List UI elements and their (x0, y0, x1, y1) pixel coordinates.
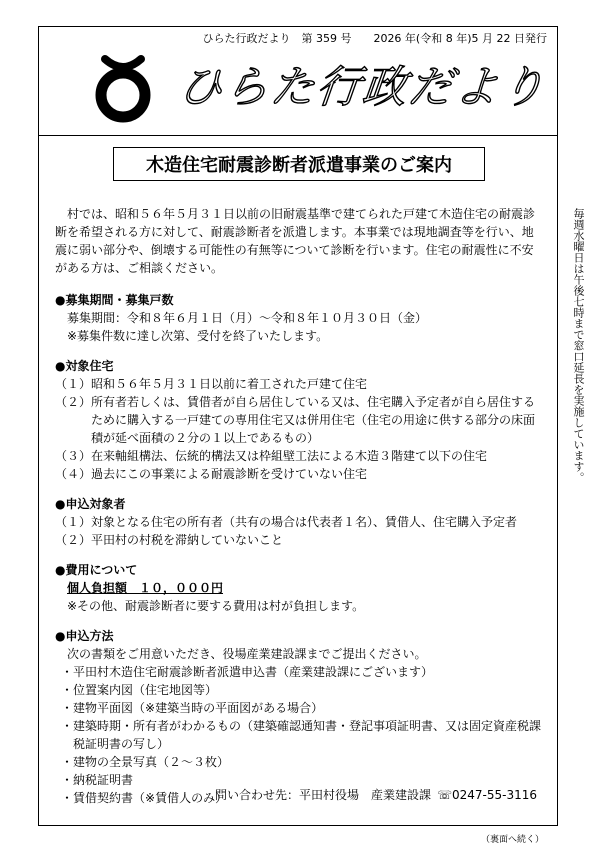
contact-phone: ☏0247-55-3116 (436, 788, 537, 802)
method-section (55, 627, 543, 807)
contact-info (209, 786, 537, 803)
fee-amount: 個人負担額 １０，０００円 (67, 581, 224, 595)
method-lead: 次の書類をご用意いただき、役場産業建設課までご提出ください。 (67, 647, 427, 661)
list-item: ・ 建物平面図（※建築当時の平面図がある場合） (61, 701, 324, 715)
fee-note: ※その他、耐震診断者に要する費用は村が負担します。 (67, 599, 365, 613)
article-body (55, 205, 543, 819)
list-item: （２） 所有者若しくは、賃借者が自ら居住している又は、住宅購入予定者が自ら居住するために購入する一戸建ての専用住宅又は併用住宅（住宅の用途に供する部分の床面積が延べ面積の２分の１以上であるもの） (55, 395, 536, 445)
target-heading: ●対象住宅 (55, 359, 114, 373)
list-item: （１） 対象となる住宅の所有者（共有の場合は代表者１名）、賃借人、住宅購入予定者 (55, 515, 518, 529)
period-line: ※募集件数に達し次第、受付を終了いたします。 (67, 329, 329, 343)
issue-line: ひらた行政だより 第 359 号 2026 年(令和 8 年)5 月 22 日発行 (202, 32, 547, 45)
applicant-heading: ●申込対象者 (55, 497, 126, 511)
list-item: （３） 在来軸組構法、伝統的構法又は枠組壁工法による木造３階建て以下の住宅 (55, 449, 488, 463)
masthead-title: ひらた行政だより (175, 62, 550, 113)
list-item: ・ 納税証明書 (61, 773, 134, 787)
page-frame (38, 26, 558, 826)
list-item: ・ 建物の全景写真（２～３枚） (61, 755, 230, 769)
list-item: ・ 建築時期・所有者がわかるもの（建築確認通知書・登記事項証明書、又は固定資産税課税証明書の写し） (61, 719, 542, 751)
applicant-section (55, 495, 543, 549)
list-item: ・ 位置案内図（住宅地図等） (61, 683, 218, 697)
continued-note: （裏面へ続く） (480, 835, 544, 845)
office-hours-note: 毎週水曜日は午後七時まで窓口延長を実施しています。 (572, 208, 585, 483)
method-heading: ●申込方法 (55, 629, 114, 643)
period-heading: ●募集期間・募集戸数 (55, 293, 174, 307)
list-item: ・ 賃借契約書（※賃借人のみ） (61, 791, 228, 805)
intro-paragraph: 村では、昭和５６年５月３１日以前の旧耐震基準で建てられた戸建て木造住宅の耐震診断を希望される方に対して、耐震診断者を派遣します。本事業では現地調査等を行い、地震に弱い部分や、倒壊する可能性の有無等について診断を行います。住宅の耐震性に不安がある方は、ご相談ください。 (55, 207, 536, 275)
list-item: ・ 平田村木造住宅耐震診断者派遣申込書（産業建設課にございます） (61, 665, 434, 679)
fee-section (55, 561, 543, 615)
fee-heading: ●費用について (55, 563, 138, 577)
header-divider (39, 135, 557, 136)
period-line: 募集期間：令和８年６月１日（月）～令和８年１０月３０日（金） (67, 311, 428, 325)
period-section (55, 291, 543, 345)
article-title: 木造住宅耐震診断者派遣事業のご案内 (113, 147, 485, 181)
contact-label: 問い合わせ先：平田村役場 産業建設課 (214, 788, 431, 802)
list-item: （２） 平田村の村税を滞納していないこと (55, 533, 284, 547)
list-item: （１） 昭和５６年５月３１日以前に着工された戸建て住宅 (55, 377, 368, 391)
list-item: （４） 過去にこの事業による耐震診断を受けていない住宅 (55, 467, 368, 481)
target-section (55, 357, 543, 483)
village-emblem-icon (91, 53, 155, 125)
